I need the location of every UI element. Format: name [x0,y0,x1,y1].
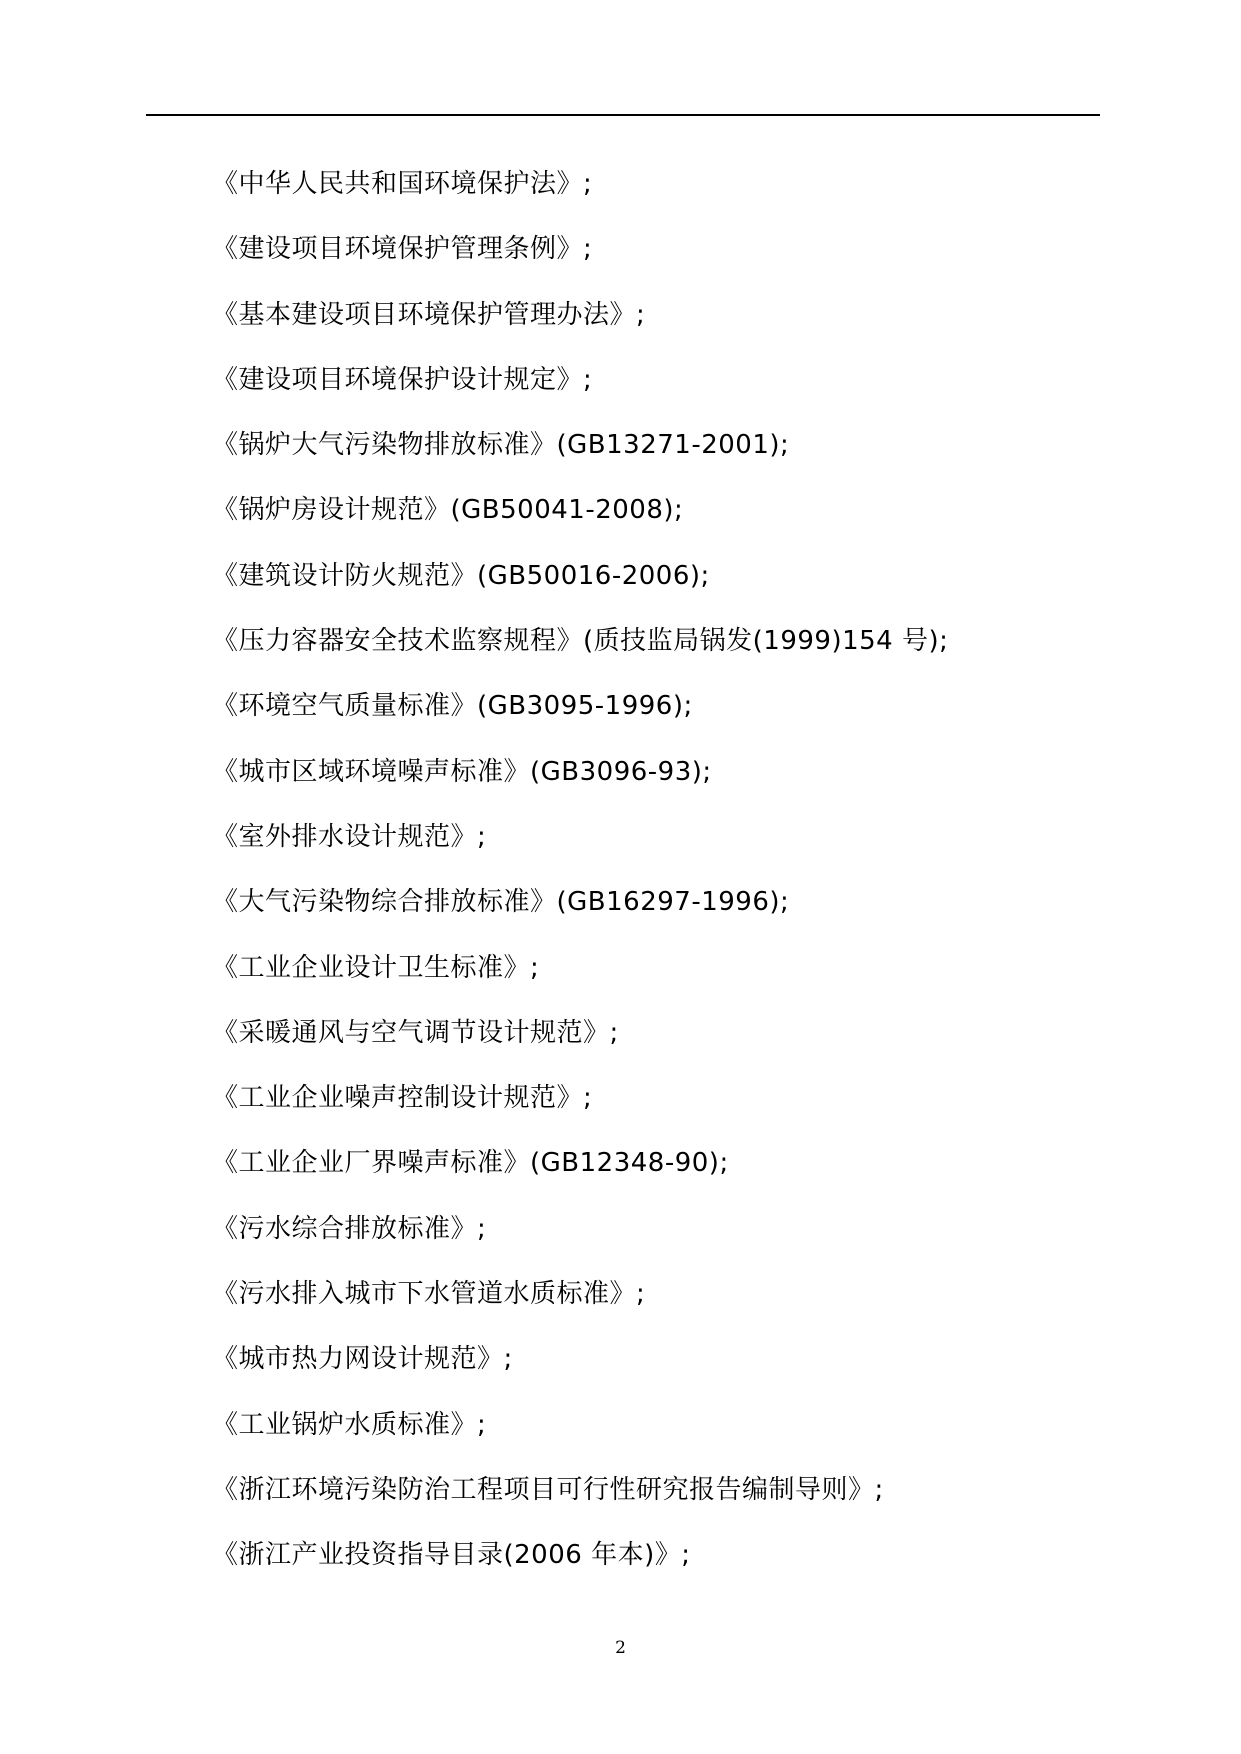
reference-item: 《建设项目环境保护设计规定》; [212,364,593,395]
reference-item: 《中华人民共和国环境保护法》; [212,169,593,199]
reference-item: 《压力容器安全技术监察规程》(质技监局锅发(1999)154 号); [212,626,949,657]
reference-item: 《浙江环境污染防治工程项目可行性研究报告编制导则》; [212,1474,884,1505]
reference-item: 《环境空气质量标准》(GB3095-1996); [212,691,693,722]
header-divider [146,114,1100,116]
reference-item: 《采暖通风与空气调节设计规范》; [212,1017,619,1048]
reference-list [212,152,948,1589]
reference-item: 《污水排入城市下水管道水质标准》; [212,1279,646,1310]
reference-item: 《锅炉大气污染物排放标准》(GB13271-2001); [212,430,790,461]
reference-item: 《建筑设计防火规范》(GB50016-2006); [212,560,710,591]
reference-item: 《工业企业设计卫生标准》; [212,952,540,983]
reference-item: 《室外排水设计规范》; [212,821,487,852]
reference-item: 《污水综合排放标准》; [212,1213,487,1244]
reference-item: 《工业锅炉水质标准》; [212,1409,487,1440]
reference-item: 《浙江产业投资指导目录(2006 年本)》; [212,1540,691,1571]
reference-item: 《城市区域环境噪声标准》(GB3096-93); [212,756,712,787]
reference-item: 《基本建设项目环境保护管理办法》; [212,299,646,330]
reference-item: 《锅炉房设计规范》(GB50041-2008); [212,495,684,526]
reference-item: 《大气污染物综合排放标准》(GB16297-1996); [212,887,790,918]
page-number: 2 [615,1638,626,1658]
reference-item: 《建设项目环境保护管理条例》; [212,234,593,265]
reference-item: 《工业企业噪声控制设计规范》; [212,1083,593,1114]
reference-item: 《城市热力网设计规范》; [212,1344,513,1375]
reference-item: 《工业企业厂界噪声标准》(GB12348-90); [212,1148,729,1179]
